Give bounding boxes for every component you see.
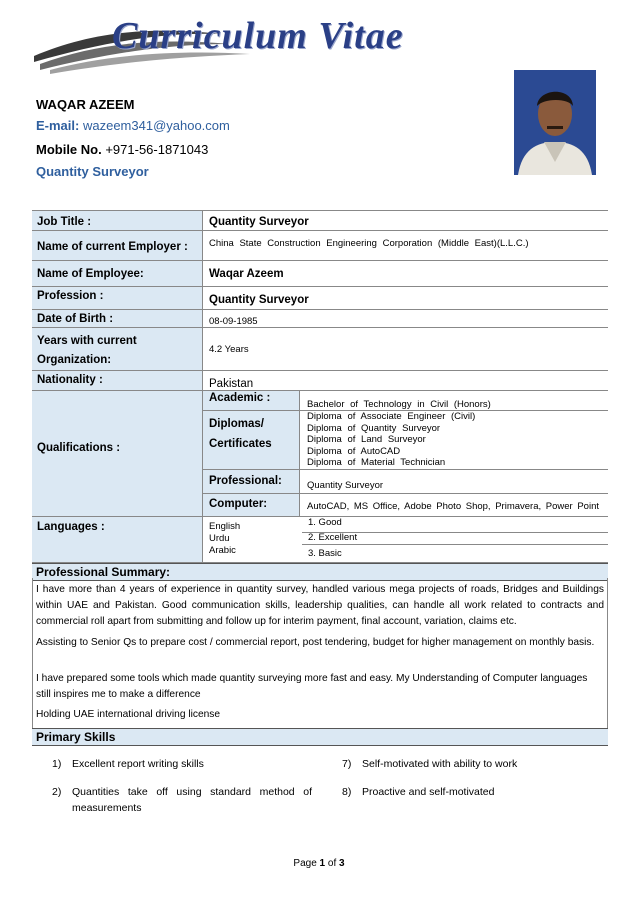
mobile-label: Mobile No. — [36, 142, 102, 157]
page-footer — [0, 858, 638, 869]
years-label — [32, 328, 142, 374]
language-level: 3. Basic — [308, 548, 342, 559]
computer-label: Computer: — [209, 498, 268, 510]
years-value: 4.2 Years — [209, 344, 249, 355]
diplomas-list — [307, 411, 475, 469]
mobile-number: +971-56-1871043 — [105, 142, 209, 157]
years-label-line-1: Years with current — [37, 335, 137, 347]
job-title-value: Quantity Surveyor — [209, 216, 309, 228]
summary-paragraph: Holding UAE international driving license — [36, 709, 221, 720]
diploma-item: Diploma of AutoCAD — [307, 445, 401, 457]
language-item: Arabic — [209, 545, 236, 556]
email-line — [36, 118, 230, 133]
diploma-item: Diploma of Material Technician — [307, 457, 446, 468]
qualifications-label: Qualifications : — [37, 442, 121, 454]
computer-value: AutoCAD, MS Office, Adobe Photo Shop, Primavera, Power Point — [307, 501, 599, 512]
professional-value: Quantity Surveyor — [307, 480, 384, 491]
language-item: English — [209, 521, 241, 532]
academic-label: Academic : — [209, 392, 271, 404]
academic-value: Bachelor of Technology in Civil (Honors) — [307, 399, 491, 410]
diplomas-label — [204, 410, 277, 458]
diplomas-label-line-2: Certificates — [209, 438, 272, 450]
current-page: 1 — [319, 858, 326, 869]
diplomas-label-line-1: Diplomas/ — [209, 418, 264, 430]
diploma-item: Diploma of Associate Engineer (Civil) — [307, 411, 476, 422]
email-label: E-mail: — [36, 118, 80, 133]
logo-text: Curriculum Vitae — [112, 15, 404, 57]
employer-label: Name of current Employer : — [37, 241, 188, 253]
nationality-label: Nationality : — [37, 374, 103, 386]
skills-heading: Primary Skills — [32, 728, 608, 746]
profession-label: Profession : — [37, 290, 104, 302]
mobile-line — [36, 142, 208, 157]
dob-label: Date of Birth : — [37, 313, 114, 325]
page-word: Page — [293, 858, 317, 869]
diploma-item: Diploma of Quantity Surveyor — [307, 422, 441, 434]
profession-value: Quantity Surveyor — [209, 294, 309, 306]
skill-number: 8) — [342, 786, 352, 798]
employer-value: China State Construction Engineering Corporation (Middle East)(L.L.C.) — [209, 238, 529, 249]
candidate-name: WAQAR AZEEM — [36, 97, 135, 112]
total-pages: 3 — [339, 858, 345, 869]
person-avatar-icon — [514, 70, 596, 175]
job-title-heading: Quantity Surveyor — [36, 164, 149, 179]
years-label-line-2: Organization: — [37, 354, 112, 366]
professional-label: Professional: — [209, 475, 282, 487]
diploma-item: Diploma of Land Surveyor — [307, 434, 426, 445]
dob-value: 08-09-1985 — [209, 316, 258, 327]
languages-label: Languages : — [37, 521, 105, 533]
skill-item: Proactive and self-motivated — [362, 786, 495, 798]
summary-heading: Professional Summary: — [32, 563, 608, 581]
skill-item: Quantities take off using standard method of measurements — [72, 786, 312, 814]
profile-photo — [514, 70, 596, 175]
skill-item: Excellent report writing skills — [72, 758, 204, 770]
language-level: 1. Good — [308, 517, 342, 528]
summary-paragraph: I have prepared some tools which made quantity surveying more fast and easy. My Understanding of Computer languages still inspires me to make a difference — [36, 673, 588, 700]
skill-item: Self-motivated with ability to work — [362, 758, 518, 770]
employee-value: Waqar Azeem — [209, 268, 284, 280]
of-word: of — [327, 858, 337, 869]
skill-number: 1) — [52, 758, 62, 770]
skill-number: 2) — [52, 786, 62, 798]
job-title-label: Job Title : — [37, 216, 92, 228]
language-level: 2. Excellent — [308, 532, 358, 543]
language-item: Urdu — [209, 533, 230, 544]
nationality-value: Pakistan — [209, 378, 254, 390]
email-address[interactable]: wazeem341@yahoo.com — [82, 118, 230, 133]
languages-list — [209, 521, 240, 557]
employee-label: Name of Employee: — [37, 268, 144, 280]
summary-paragraph: I have more than 4 years of experience in quantity survey, handled various mega projects of roads, Bridges and Buildings within UAE and Pakistan. Good communication skills, leadership qualities, can handle all work related to contracts and commercial roll apart from submitting and follow up for interim payment, final account, variation, claims etc. — [36, 584, 604, 627]
summary-paragraph: Assisting to Senior Qs to prepare cost / commercial report, post tendering, budget for higher management on monthly basis. — [36, 637, 595, 648]
skill-number: 7) — [342, 758, 352, 770]
